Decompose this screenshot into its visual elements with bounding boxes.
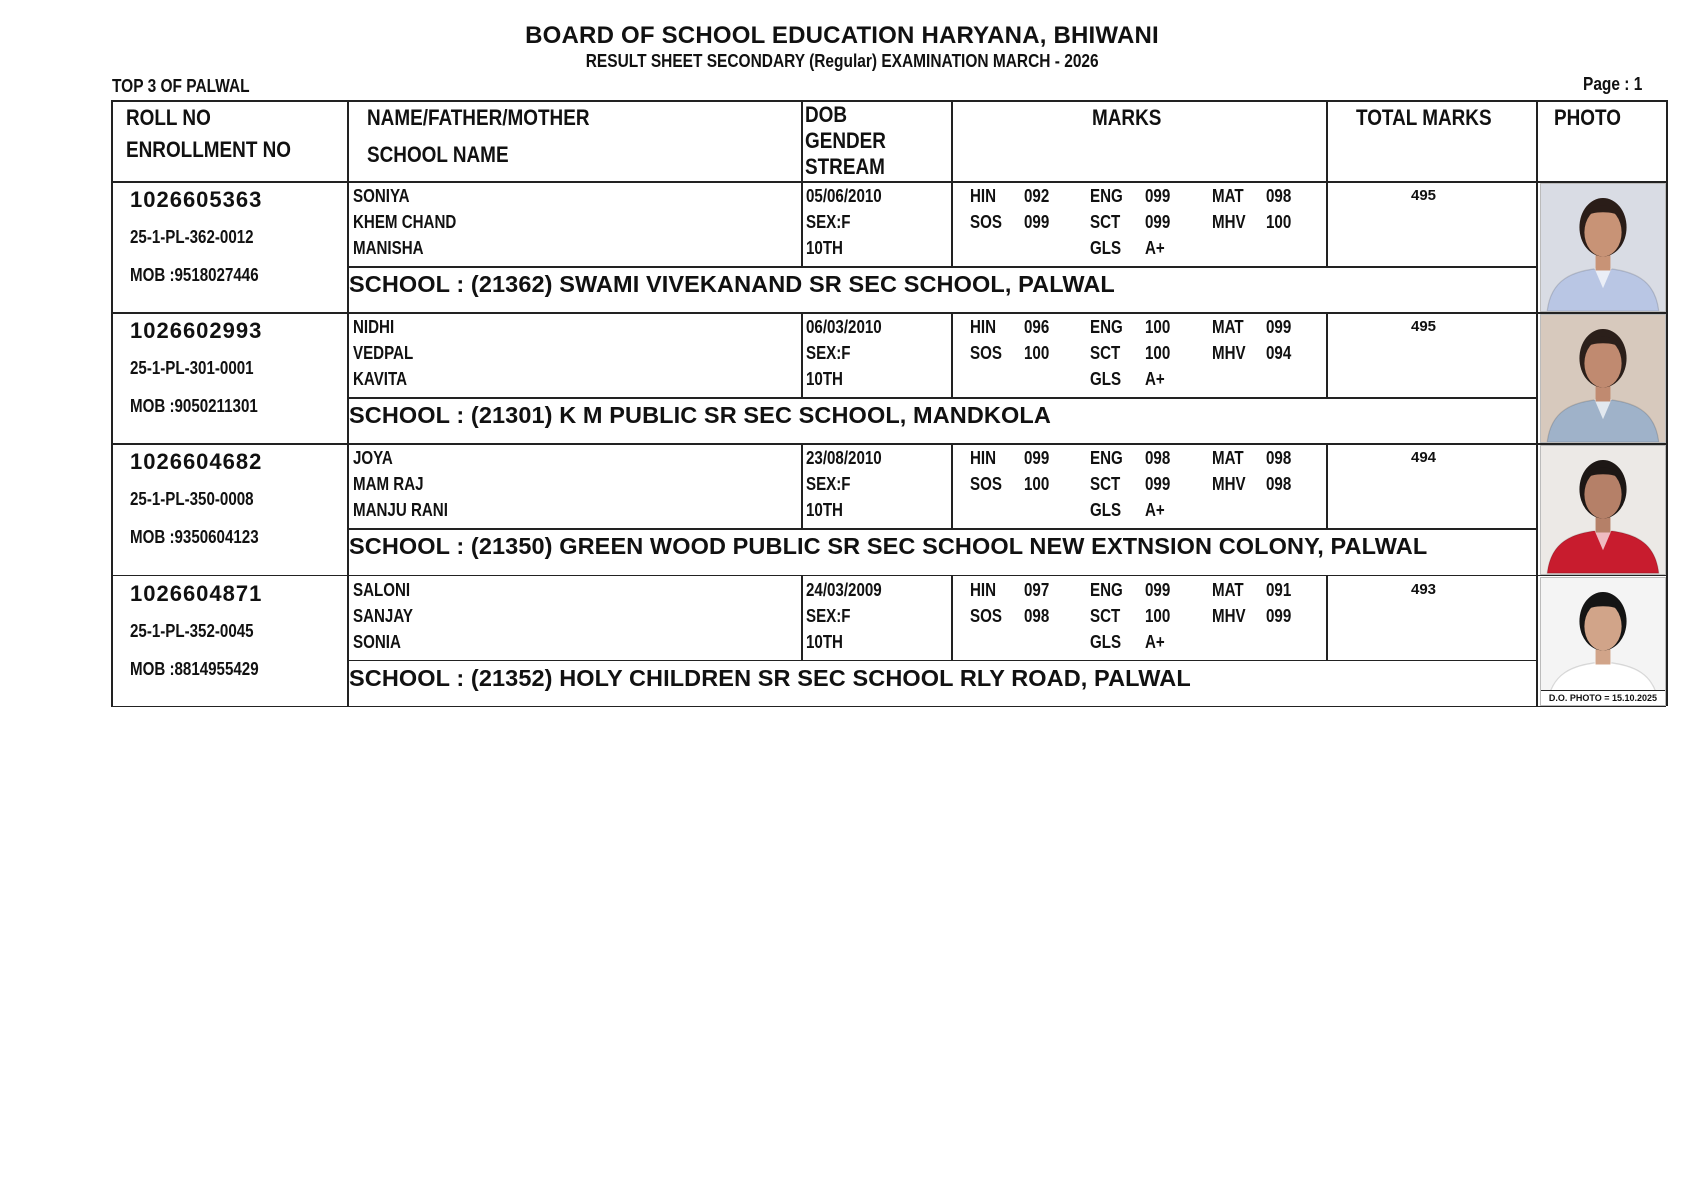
subject-code (1212, 580, 1250, 601)
mobile-number-text: MOB :9518027446 (130, 265, 259, 285)
father-name-text: MAM RAJ (353, 474, 424, 495)
subject-code (970, 317, 1001, 338)
roll-number: 1026602993 (130, 318, 263, 344)
portrait-illustration (1541, 446, 1665, 573)
stream (806, 238, 850, 259)
student-photo (1540, 577, 1666, 706)
date-of-birth (806, 580, 896, 601)
col-photo: PHOTO (1554, 105, 1621, 130)
subject-code-text: SOS (970, 605, 1002, 626)
father-name-text: KHEM CHAND (353, 212, 457, 232)
col-school-name: SCHOOL NAME (367, 142, 509, 167)
subject-marks (1266, 343, 1296, 364)
subject-marks-text: 100 (1024, 474, 1050, 495)
roll-column-divider (347, 100, 349, 706)
subject-code (970, 606, 1008, 627)
subject-code-text: MHV (1212, 474, 1246, 495)
subject-marks-text: 099 (1145, 474, 1171, 495)
subject-marks (1266, 186, 1296, 207)
father-name (353, 212, 476, 233)
row-bottom-border (111, 443, 1666, 445)
subject-marks-text: 098 (1266, 474, 1292, 495)
father-name-text: VEDPAL (353, 343, 414, 364)
subject-marks-text: 099 (1266, 317, 1292, 338)
subject-code-text: MAT (1212, 317, 1244, 338)
gender-text: SEX:F (806, 212, 851, 232)
father-name (353, 343, 425, 364)
subject-marks-text: 091 (1266, 579, 1292, 600)
mother-name (353, 238, 437, 259)
marks-column-divider (1326, 181, 1328, 266)
school-name: SCHOOL : (21301) K M PUBLIC SR SEC SCHOOL, MANDKOLA (349, 402, 1051, 429)
subject-code (1090, 317, 1129, 338)
subject-marks (1145, 474, 1175, 495)
top-of-district-label (112, 76, 272, 97)
gender (806, 606, 859, 627)
subject-code (1090, 448, 1129, 469)
school-name: SCHOOL : (21362) SWAMI VIVEKANAND SR SEC SCHOOL, PALWAL (349, 271, 1115, 297)
mother-name-text: MANJU RANI (353, 500, 448, 521)
student-name (353, 186, 420, 207)
subject-code (1090, 212, 1126, 233)
subject-code-text: MHV (1212, 343, 1246, 364)
subject-code-text: GLS (1090, 369, 1122, 390)
roll-number: 1026604682 (130, 449, 263, 475)
subject-marks (1024, 343, 1054, 364)
grade-value (1145, 500, 1169, 521)
col-name-father-mother: NAME/FATHER/MOTHER (367, 105, 590, 130)
roll-number: 1026605363 (130, 187, 263, 212)
total-column-divider (1536, 100, 1538, 706)
subject-code (1090, 606, 1126, 627)
portrait-illustration (1541, 315, 1665, 442)
subject-code-text: ENG (1090, 579, 1123, 600)
subject-code-text: SCT (1090, 343, 1121, 364)
photo-date-caption: D.O. PHOTO = 15.10.2025 (1541, 690, 1665, 705)
page-number (1583, 74, 1652, 95)
student-name (353, 580, 421, 601)
subject-code (970, 186, 1001, 207)
father-name (353, 606, 424, 627)
table-left-border (111, 100, 113, 706)
date-of-birth-text: 23/08/2010 (806, 448, 882, 469)
subject-marks (1266, 474, 1296, 495)
name-column-divider (801, 575, 803, 660)
name-column-divider (801, 100, 803, 181)
grade-value (1145, 238, 1169, 259)
gender-text: SEX:F (806, 343, 851, 364)
mobile-number (130, 527, 283, 548)
name-column-divider (801, 181, 803, 266)
mobile-number (130, 396, 282, 417)
mother-name (353, 369, 417, 390)
subject-code (1212, 343, 1252, 364)
subject-code (1212, 474, 1252, 495)
subject-code-text: ENG (1090, 448, 1123, 469)
mother-name-text: MANISHA (353, 238, 424, 258)
roll-number: 1026604871 (130, 580, 263, 606)
grade-value-text: A+ (1145, 238, 1165, 258)
stream-text: 10TH (806, 238, 843, 258)
subject-code-text: GLS (1090, 631, 1122, 652)
subject-marks (1145, 580, 1175, 601)
student-name (353, 317, 402, 338)
page-number-text: Page : 1 (1583, 74, 1643, 94)
mobile-number (130, 265, 283, 286)
subtitle-text: RESULT SHEET SECONDARY (Regular) EXAMINATION MARCH - 2026 (585, 51, 1099, 71)
subject-code-text: MAT (1212, 448, 1244, 469)
gender (806, 474, 859, 495)
col-total-marks: TOTAL MARKS (1356, 105, 1492, 130)
enrollment-number-text: 25-1-PL-352-0045 (130, 620, 254, 641)
subject-marks-text: 100 (1266, 212, 1292, 232)
subject-code (970, 448, 1001, 469)
stream-text: 10TH (806, 369, 843, 390)
subject-marks (1024, 212, 1054, 233)
subject-code (1090, 186, 1129, 207)
subject-code-text: SCT (1090, 212, 1121, 232)
subject-marks-text: 098 (1266, 186, 1292, 206)
subject-marks-text: 098 (1024, 605, 1050, 626)
subject-code-text: HIN (970, 317, 997, 338)
student-name-text: SALONI (353, 579, 411, 600)
col-gender: GENDER (805, 128, 886, 153)
header-bottom-border (111, 181, 1666, 183)
subject-marks (1024, 448, 1054, 469)
school-line-divider (347, 397, 1536, 399)
school-name: SCHOOL : (21352) HOLY CHILDREN SR SEC SCHOOL RLY ROAD, PALWAL (349, 664, 1191, 691)
subject-marks-text: 096 (1024, 317, 1050, 338)
marks-column-divider (1326, 443, 1328, 528)
subject-marks (1266, 448, 1296, 469)
subject-marks (1024, 606, 1054, 627)
name-column-divider (801, 443, 803, 528)
mobile-number-text: MOB :9350604123 (130, 527, 259, 548)
subject-marks-text: 097 (1024, 579, 1050, 600)
subject-marks-text: 099 (1145, 212, 1171, 232)
subject-code-text: SOS (970, 474, 1002, 495)
subject-marks (1024, 474, 1054, 495)
student-name-text: SONIYA (353, 186, 410, 206)
subject-marks-text: 099 (1266, 605, 1292, 626)
enrollment-number (130, 621, 277, 642)
dob-column-divider (951, 181, 953, 266)
gender-text: SEX:F (806, 605, 851, 626)
subject-code-text: SOS (970, 343, 1002, 364)
mother-name-text: KAVITA (353, 369, 408, 390)
subject-code-text: MHV (1212, 605, 1246, 626)
subject-marks (1145, 343, 1175, 364)
subject-marks-text: 098 (1145, 448, 1171, 469)
subject-marks-text: 098 (1266, 448, 1292, 469)
row-bottom-border (111, 706, 1666, 708)
subject-marks (1145, 606, 1175, 627)
dob-column-divider (951, 100, 953, 181)
school-line-divider (347, 266, 1536, 268)
grade-value (1145, 369, 1169, 390)
subject-marks (1266, 606, 1296, 627)
subject-marks-text: 099 (1145, 579, 1171, 600)
subject-marks-text: 092 (1024, 186, 1050, 206)
enrollment-number-text: 25-1-PL-350-0008 (130, 489, 254, 510)
gender (806, 343, 859, 364)
subject-marks (1266, 212, 1296, 233)
subject-code-text: GLS (1090, 500, 1122, 521)
subject-code-text: HIN (970, 186, 997, 206)
name-column-divider (801, 312, 803, 397)
subject-marks (1145, 212, 1175, 233)
subject-code (1212, 317, 1250, 338)
date-of-birth (806, 317, 896, 338)
grade-value-text: A+ (1145, 369, 1165, 390)
mother-name-text: SONIA (353, 631, 401, 652)
enrollment-number-text: 25-1-PL-301-0001 (130, 358, 254, 379)
stream-text: 10TH (806, 500, 843, 521)
total-marks: 493 (1411, 580, 1437, 598)
school-line-divider (347, 660, 1536, 662)
subject-marks (1024, 186, 1054, 207)
subject-code (970, 343, 1008, 364)
subject-code-text: SCT (1090, 605, 1121, 626)
subject-marks (1024, 317, 1054, 338)
subject-code (1090, 500, 1127, 521)
subject-marks-text: 099 (1145, 186, 1171, 206)
date-of-birth-text: 06/03/2010 (806, 317, 882, 338)
subject-code (1212, 212, 1252, 233)
subject-code-text: ENG (1090, 186, 1123, 206)
subject-code-text: SOS (970, 212, 1002, 232)
subject-marks-text: 099 (1024, 448, 1050, 469)
student-photo (1540, 314, 1666, 443)
school-line-divider (347, 528, 1536, 530)
subject-code (1090, 343, 1126, 364)
school-name: SCHOOL : (21350) GREEN WOOD PUBLIC SR SEC SCHOOL NEW EXTNSION COLONY, PALWAL (349, 533, 1428, 560)
subject-code (970, 212, 1008, 233)
subject-code (1090, 369, 1127, 390)
marks-column-divider (1326, 575, 1328, 660)
enrollment-number (130, 489, 277, 510)
mobile-number-text: MOB :9050211301 (130, 396, 258, 417)
subject-marks-text: 100 (1024, 343, 1050, 364)
mother-name (353, 500, 466, 521)
subject-code (1212, 448, 1250, 469)
subject-code-text: HIN (970, 579, 997, 600)
subject-code-text: MAT (1212, 579, 1244, 600)
gender (806, 212, 859, 233)
mobile-number-text: MOB :8814955429 (130, 658, 259, 679)
subject-marks (1145, 448, 1175, 469)
subject-code-text: ENG (1090, 317, 1123, 338)
total-marks: 495 (1411, 318, 1437, 336)
subject-marks (1024, 580, 1054, 601)
subject-marks-text: 100 (1145, 317, 1171, 338)
student-name (353, 448, 400, 469)
subject-marks (1145, 317, 1175, 338)
subject-code (1090, 474, 1126, 495)
subject-code (970, 580, 1001, 601)
grade-value (1145, 632, 1169, 653)
subject-code (1212, 186, 1250, 207)
subject-marks-text: 100 (1145, 605, 1171, 626)
subject-marks (1145, 186, 1175, 207)
subject-code-text: HIN (970, 448, 997, 469)
col-stream: STREAM (805, 154, 885, 179)
col-roll-no: ROLL NO (126, 105, 211, 130)
mother-name (353, 632, 410, 653)
subject-code (1090, 632, 1127, 653)
row-bottom-border (111, 312, 1666, 314)
stream-text: 10TH (806, 631, 843, 652)
col-marks: MARKS (1092, 105, 1162, 130)
table-right-border (1666, 100, 1668, 706)
subject-code-text: SCT (1090, 474, 1121, 495)
student-name-text: JOYA (353, 448, 393, 469)
grade-value-text: A+ (1145, 500, 1165, 521)
father-name-text: SANJAY (353, 605, 413, 626)
marks-column-divider (1326, 100, 1328, 181)
col-enrollment-no: ENROLLMENT NO (126, 137, 292, 162)
date-of-birth-text: 24/03/2009 (806, 579, 882, 600)
subject-code-text: MHV (1212, 212, 1246, 232)
total-marks: 495 (1411, 187, 1437, 204)
dob-column-divider (951, 312, 953, 397)
stream (806, 500, 850, 521)
subject-code (1212, 606, 1252, 627)
gender-text: SEX:F (806, 474, 851, 495)
top-label-text: TOP 3 OF PALWAL (112, 76, 250, 96)
dob-column-divider (951, 575, 953, 660)
subject-marks-text: 094 (1266, 343, 1292, 364)
date-of-birth (806, 186, 896, 207)
subject-marks-text: 099 (1024, 212, 1050, 232)
stream (806, 632, 850, 653)
subject-code-text: MAT (1212, 186, 1244, 206)
portrait-illustration (1541, 184, 1665, 311)
subject-code-text: GLS (1090, 238, 1122, 258)
subject-code (970, 474, 1008, 495)
subject-marks (1266, 580, 1296, 601)
portrait-illustration (1541, 578, 1665, 705)
row-bottom-border (111, 575, 1666, 577)
student-name-text: NIDHI (353, 317, 395, 338)
table-top-border (111, 100, 1666, 102)
student-photo (1540, 183, 1666, 312)
date-of-birth (806, 448, 896, 469)
father-name (353, 474, 437, 495)
date-of-birth-text: 05/06/2010 (806, 186, 882, 206)
enrollment-number (130, 358, 277, 379)
subject-marks (1266, 317, 1296, 338)
student-photo (1540, 445, 1666, 574)
subject-marks-text: 100 (1145, 343, 1171, 364)
result-sheet-subtitle (0, 51, 1684, 72)
board-title: BOARD OF SCHOOL EDUCATION HARYANA, BHIWANI (525, 22, 1159, 49)
dob-column-divider (951, 443, 953, 528)
enrollment-number (130, 227, 277, 248)
subject-code (1090, 580, 1129, 601)
col-dob: DOB (805, 102, 848, 127)
stream (806, 369, 850, 390)
grade-value-text: A+ (1145, 631, 1165, 652)
enrollment-number-text: 25-1-PL-362-0012 (130, 227, 254, 247)
mobile-number (130, 659, 283, 680)
subject-code (1090, 238, 1127, 259)
total-marks: 494 (1411, 449, 1437, 467)
marks-column-divider (1326, 312, 1328, 397)
